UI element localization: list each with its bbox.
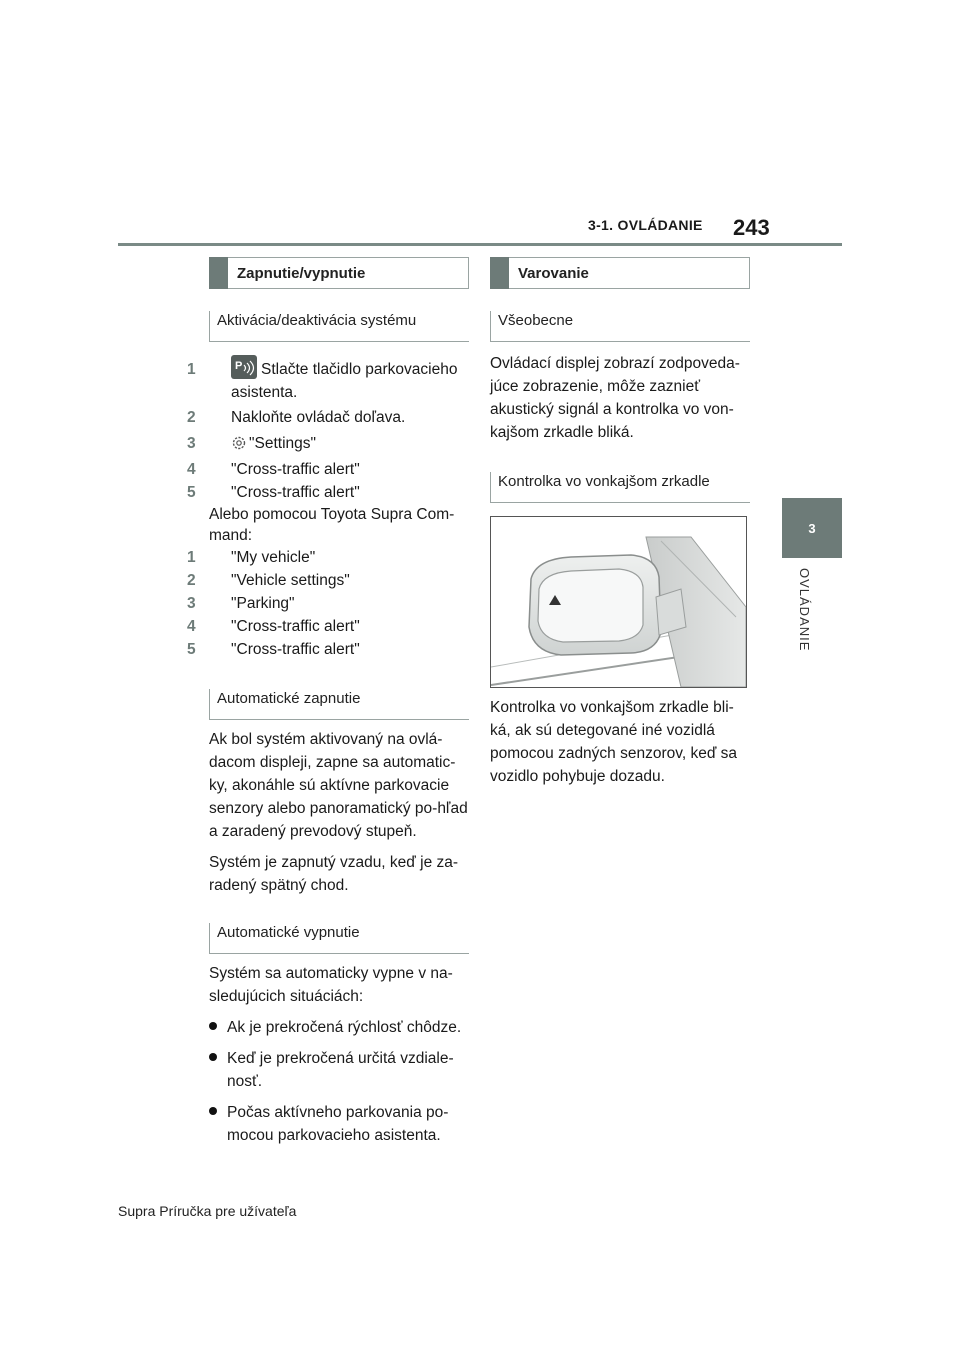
bullet-item — [209, 1047, 469, 1093]
list-item — [187, 592, 469, 615]
chapter-tab — [782, 498, 842, 558]
step-text: "My vehicle" — [231, 549, 316, 566]
bullet-dot — [209, 1107, 217, 1115]
step-number: 1 — [187, 361, 196, 378]
svg-text:P: P — [235, 360, 243, 372]
subsection-general: Všeobecne — [490, 311, 750, 342]
step-text: Nakloňte ovládač doľava. — [231, 409, 406, 426]
step-number: 5 — [187, 484, 196, 501]
step-number: 2 — [187, 409, 196, 426]
list-item — [187, 615, 469, 638]
step-number: 4 — [187, 618, 196, 635]
section-title: Varovanie — [518, 264, 589, 282]
step-number: 2 — [187, 572, 196, 589]
step-text: "Cross-traffic alert" — [231, 484, 360, 501]
subsection-auto-on: Automatické zapnutie — [209, 689, 469, 720]
bullet-item — [209, 1101, 469, 1147]
footer-text: Supra Príručka pre užívateľa — [118, 1203, 297, 1219]
list-item — [187, 406, 469, 429]
steps-list-a — [187, 355, 469, 504]
step-text: "Settings" — [249, 435, 317, 452]
paragraph: Systém je zapnutý vzadu, keď je za-radený spätný chod. — [209, 854, 459, 894]
step-number: 5 — [187, 641, 196, 658]
paragraph: Systém sa automaticky vypne v na-sledujúcich situáciách: — [209, 965, 453, 1005]
step-text: "Vehicle settings" — [231, 572, 350, 589]
list-item — [187, 638, 469, 661]
step-text: "Cross-traffic alert" — [231, 618, 360, 635]
paragraph: Kontrolka vo vonkajšom zrkadle bli-ká, ak sú detegované iné vozidlá pomocou zadných senzorov, keď sa vozidlo pohybuje dozadu. — [490, 699, 738, 785]
right-column — [490, 257, 750, 788]
step-number: 3 — [187, 435, 196, 452]
section-header-bar — [209, 257, 228, 289]
parking-assistant-icon — [231, 355, 257, 379]
list-item — [187, 481, 469, 504]
step-number: 1 — [187, 549, 196, 566]
list-item — [187, 569, 469, 592]
side-mirror-drawing — [491, 517, 746, 687]
subsection-auto-off: Automatické vypnutie — [209, 923, 469, 954]
step-text: "Cross-traffic alert" — [231, 641, 360, 658]
step-number: 4 — [187, 461, 196, 478]
chapter-label: OVLÁDANIE — [797, 568, 812, 652]
subsection-mirror-indicator: Kontrolka vo vonkajšom zrkadle — [490, 472, 750, 503]
bullet-dot — [209, 1022, 217, 1030]
running-header-section: 3-1. OVLÁDANIE — [588, 217, 703, 233]
bullet-dot — [209, 1053, 217, 1061]
section-header-on-off — [209, 257, 469, 289]
steps-list-b — [187, 546, 469, 661]
section-header-warning — [490, 257, 750, 289]
paragraph: Ovládací displej zobrazí zodpoveda-júce zobrazenie, môže zaznieť akustický signál a kontrolka vo von-kajšom zrkadle bliká. — [490, 355, 740, 441]
alternative-text: Alebo pomocou Toyota Supra Com-mand: — [209, 506, 455, 544]
left-column — [187, 257, 469, 1147]
gear-icon — [231, 435, 247, 458]
mirror-illustration — [490, 516, 747, 688]
section-header-bar — [490, 257, 509, 289]
subsection-activation: Aktivácia/deaktivácia systému — [209, 311, 469, 342]
step-number: 3 — [187, 595, 196, 612]
step-text: "Cross-traffic alert" — [231, 461, 360, 478]
paragraph: Ak bol systém aktivovaný na ovlá-dacom displeji, zapne sa automatic-ky, akonáhle sú aktívne parkovacie senzory alebo panoramatický po-hľad a zaradený prevodový stupeň. — [209, 731, 468, 840]
chapter-number: 3 — [808, 520, 816, 536]
list-item — [187, 546, 469, 569]
bullet-item — [209, 1016, 469, 1039]
list-item — [187, 458, 469, 481]
step-text: "Parking" — [231, 595, 295, 612]
page-number: 243 — [733, 215, 770, 240]
section-title: Zapnutie/vypnutie — [237, 264, 366, 282]
step-text: Stlačte tlačidlo parkovacieho asistenta. — [231, 361, 458, 401]
list-item — [187, 355, 469, 404]
bullet-text: Počas aktívneho parkovania po-mocou parkovacieho asistenta. — [227, 1104, 449, 1144]
list-item — [187, 432, 469, 458]
header-rule — [118, 243, 842, 246]
bullet-text: Keď je prekročená určitá vzdiale-nosť. — [227, 1050, 454, 1090]
bullet-text: Ak je prekročená rýchlosť chôdze. — [227, 1019, 462, 1036]
